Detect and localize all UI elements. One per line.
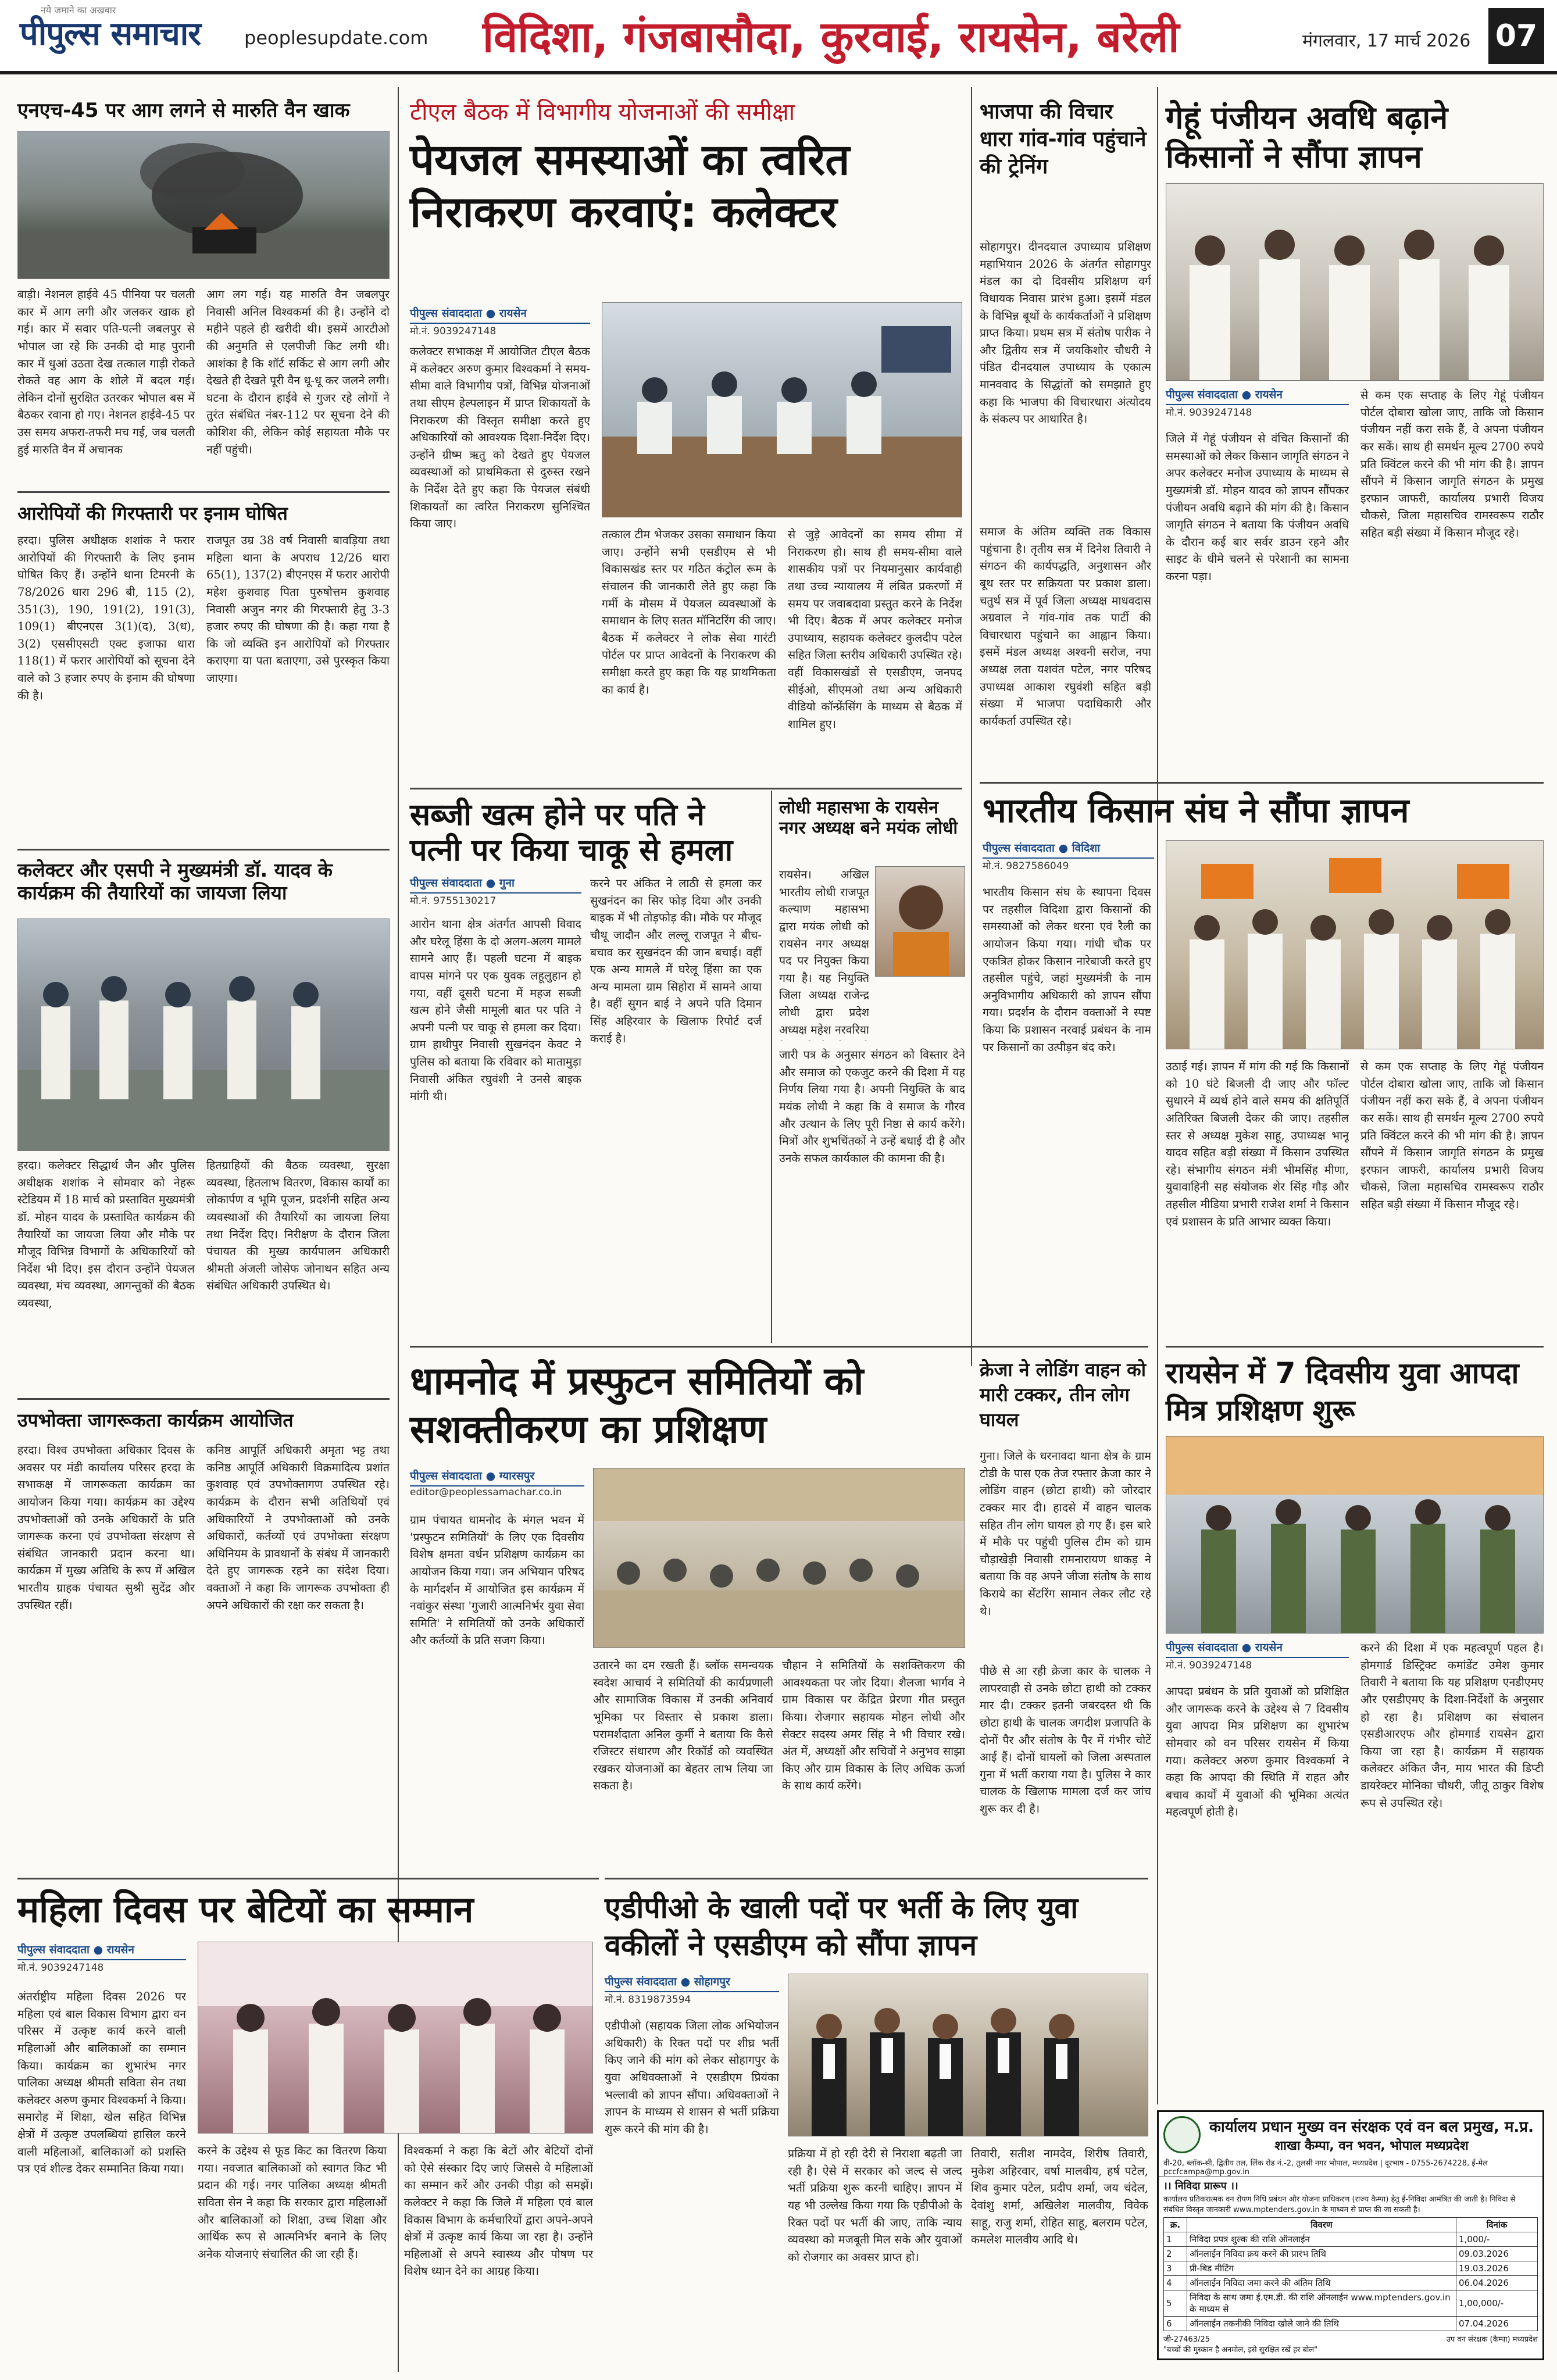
article-body: रायसेन। अखिल भारतीय लोधी राजपूत कल्याण महासभा द्वारा मयंक लोधी को रायसेन नगर अध्यक्ष पद पर नियुक्त किया गया है। यह नियुक्ति जिला अध्यक्ष राजेन्द्र लोधी द्वारा प्रदेश अध्यक्ष महेश नरवरिया <box>779 868 869 1037</box>
article-body: हरदा। पुलिस अधीक्षक शशांक ने फरार आरोपियों की गिरफ्तारी के लिए इनाम घोषित किए हैं। उन्होंने थाना टिमरनी के 78/2026 धारा 296 बी, 115 (2), 351(3), 190, 191(2), 191(3), 109(1) बीएनएस 3(1)(द), 3(ध), 3(2) एससीएसटी एक्ट इजाफा धारा 118(1) में फरार आरोपियों को सूचना देने वाले को 3 हजार रुपए के इनाम की घोषणा की है। <box>17 534 195 702</box>
tender-footer-left-block <box>1163 2333 1338 2354</box>
headline-kisan-sangh[interactable]: भारतीय किसान संघ ने सौंपा ज्ञापन <box>983 791 1409 830</box>
table-header-detail: विवरण <box>1187 2218 1456 2232</box>
byline-block <box>1166 387 1349 419</box>
byline-place: रायसेन <box>499 307 527 320</box>
article-body: कलेक्टर सभाकक्ष में आयोजित टीएल बैठक में कलेक्टर अरुण कुमार विश्वकर्मा ने समय-सीमा वाले विभागीय पत्रों, विभिन्न योजनाओं तथा सीएम हेल्पलाइन में प्राप्त शिकायतों के निराकरण की विस्तृत समीक्षा करते हुए अधिकारियों को आवश्यक दिशा-निर्देश दिए। उन्होंने ग्रीष्म ऋतु को देखते हुए पेयजल व्यवस्थाओं को प्राथमिकता से दुरुस्त रखने के निर्देश देते हुए कहा कि पेयजल संबंधी शिकायतों का त्वरित निराकरण सुनिश्चित किया जाए। <box>410 345 590 531</box>
section-divider <box>17 1398 390 1400</box>
article-body: एडीपीओ (सहायक जिला लोक अभियोजन अधिकारी) के रिक्त पदों पर शीघ्र भर्ती किए जाने की मांग को लेकर सोहागपुर के युवा अधिवक्ताओं ने एसडीएम प्रियंका भल्लावी को ज्ञापन सौंपा। अधिवक्ताओं ने ज्ञापन के माध्यम से शासन से भर्ती प्रक्रिया शुरू करने की मांग की है। <box>605 2019 779 2136</box>
article-body: करने के उद्देश्य से फूड किट का वितरण किया गया। नवजात बालिकाओं को स्वागत किट भी प्रदान की गई। नगर पालिका अध्यक्ष श्रीमती सविता सेन ने कहा कि सरकार द्वारा महिलाओं और बालिकाओं को शिक्षा, उच्च शिक्षा और आर्थिक रूप से आत्मनिर्भर बनाने के लिए अनेक योजनाएं संचालित की जा रही हैं। <box>198 2144 387 2261</box>
photo-training-session <box>593 1468 965 1648</box>
section-divider <box>410 788 962 789</box>
table-cell-detail: ऑनलाईन तकनीकी निविदा खोले जाने की तिथि <box>1187 2317 1456 2331</box>
table-cell-no: 6 <box>1164 2317 1187 2331</box>
photo-mayank-lodhi <box>875 866 965 977</box>
website-link[interactable]: peoplesupdate.com <box>244 27 428 49</box>
kicker-tl-meeting: टीएल बैठक में विभागीय योजनाओं की समीक्षा <box>410 99 795 126</box>
article-body: से कम एक सप्ताह के लिए गेहूं पंजीयन पोर्टल दोबारा खोला जाए, ताकि जो किसान पंजीयन नहीं करा सके हैं, वे अपना पंजीयन कर सकें। साथ ही समर्थन मूल्य 2700 रुपये प्रति क्विंटल करने की भी मांग की है। ज्ञापन सौंपने में किसान जागृति संगठन के प्रमुख इरफान जाफरी, कार्यालय प्रभारी विजय चौकसे, जिला महासचिव रामस्वरूप राठौर सहित बड़ी संख्या में किसान मौजूद रहे। <box>1360 388 1544 539</box>
headline-cm-event-prep[interactable]: कलेक्टर और एसपी ने मुख्यमंत्री डॉ. यादव के कार्यक्रम की तैयारियों का जायजा लिया <box>17 859 333 904</box>
byline: पीपुल्स संवाददाता ● गुना <box>410 875 581 894</box>
byline-name: पीपुल्स संवाददाता <box>605 1975 677 1988</box>
headline-knife-attack[interactable]: सब्जी खत्म होने पर पति ने पत्नी पर किया चाकू से हमला <box>410 798 733 869</box>
section-divider <box>1166 1346 1544 1348</box>
reporter-mobile: मो.नं. 9039247148 <box>1166 1660 1252 1671</box>
article-body: आग लग गई। यह मारुति वैन जबलपुर निवासी अनिल विश्वकर्मा की है। उन्होंने दो महीने पहले ही खरीदी थी। इसमें आरटीओ की अनुमति से एलपीजी किट लगी थी। आशंका है कि शॉर्ट सर्किट से आग लगी और देखते ही देखते पूरी वैन धू-धू कर जलने लगी। घटना के दौरान हाईवे से गुजर रहे लोगों ने तुरंत संबंधित नंबर-112 पर सूचना देने की कोशिश की, लेकिन कोई सहायता मौके पर नहीं पहुंची। <box>206 288 390 456</box>
article-body: उतारने का दम रखती हैं। ब्लॉक समन्वयक स्वदेश आचार्य ने समितियों की कार्यप्रणाली और सामाजिक विकास में उनकी अनिवार्य भूमिका पर विस्तार से प्रकाश डाला। परामर्शदाता अनिल कुर्मी ने बताया कि कैसे रजिस्टर संधारण और रिकॉर्ड को व्यवस्थित रखकर योजनाओं का बेहतर लाभ लिया जा सकता है। <box>593 1659 773 1793</box>
byline-name: पीपुल्स संवाददाता <box>1166 1641 1238 1654</box>
section-divider <box>980 782 1544 784</box>
photo-collector-inspection <box>17 919 390 1151</box>
article-body: विश्वकर्मा ने कहा कि बेटों और बेटियों दोनों को ऐसे संस्कार दिए जाएं जिससे वे महिलाओं का सम्मान करें और उनकी पीड़ा को समझें। कलेक्टर ने कहा कि जिले में महिला एवं बाल विकास विभाग के कर्मचारियों द्वारा अपने-अपने क्षेत्रों में उत्कृष्ट कार्य किया जा रहा है। उन्होंने महिलाओं से अपने स्वास्थ्य और पोषण पर विशेष ध्यान देने का आग्रह किया। <box>404 2144 593 2278</box>
table-cell-date: 1,00,000/- <box>1456 2290 1538 2317</box>
byline: पीपुल्स संवाददाता ● रायसेन <box>410 305 590 324</box>
meeting-room-illustration <box>602 303 962 517</box>
tender-intro: कार्यालय प्रतिकरात्मक वन रोपण निधि प्रबंधन और योजना प्राधिकरण (राज्य कैम्पा) हेतु ई-निविदा आमंत्रित की जाती है। निविदा से संबंधित विस्तृत जानकारी www.mptenders.gov.in के माध्यम से प्राप्त की जा सकती है। <box>1163 2195 1516 2214</box>
stage-illustration <box>198 1942 593 2134</box>
section-divider <box>605 1878 1148 1879</box>
reporter-mobile: मो.नं. 9755130217 <box>410 895 497 907</box>
table-cell-date: 07.04.2026 <box>1456 2317 1538 2331</box>
article-body: करने पर अंकित ने लाठी से हमला कर सुखनंदन का सिर फोड़ दिया और उनकी बाइक में भी तोड़फोड़ की। मौके पर मौजूद चौथू जादौन और लल्लू राजपूत ने बीच-बचाव कर सुखनंदन की जान बचाई। वहीं एक अन्य मामले में घरेलू हिंसा का एक अन्य मामला ग्राम सिहोरा में सामने आया है। वहीं सुगन बाई ने अपने पति दिमान सिंह अहिरवार के खिलाफ रिपोर्ट दर्ज कराई है। <box>590 877 762 1045</box>
byline-name: पीपुल्स संवाददाता <box>1166 388 1238 401</box>
byline-place: गुना <box>499 877 515 889</box>
audience-illustration <box>594 1468 965 1648</box>
table-cell-date: 06.04.2026 <box>1456 2276 1538 2290</box>
tender-subtitle: शाखा कैम्पा, वन भवन, भोपाल मध्यप्रदेश <box>1274 2139 1469 2153</box>
table-cell-detail: ऑनलाईन निविदा जमा करने की अंतिम तिथि <box>1187 2276 1456 2290</box>
headline-nh45-fire[interactable]: एनएच-45 पर आग लगने से मारुति वैन खाक <box>17 99 350 122</box>
table-row <box>1164 2247 1538 2261</box>
article-body: सोहागपुर। दीनदयाल उपाध्याय प्रशिक्षण महाभियान 2026 के अंतर्गत सोहागपुर मंडल का दो दिवसीय प्रशिक्षण वर्ग विधायक निवास प्रारंभ हुआ। इसमें मंडल के विभिन्न बूथों के कार्यकर्ताओं ने प्रशिक्षण प्राप्त किया। प्रथम सत्र में संतोष पारीक ने और द्वितीय सत्र में जयकिशोर चौधरी ने पंडित दीनदयाल उपाध्याय के एकात्म मानववाद के सिद्धांतों को समझाते हुए कहा कि भाजपा की विचारधारा अंत्योदय के संकल्प पर आधारित है। <box>980 240 1151 426</box>
article-body: भारतीय किसान संघ के स्थापना दिवस पर तहसील विदिशा द्वारा किसानों की समस्याओं को लेकर धरना एवं रैली का आयोजन किया गया। गांधी चौक पर एकत्रित होकर किसान नारेबाजी करते हुए तहसील पहुंचे, जहां मुख्यमंत्री के नाम अनुविभागीय अधिकारी को ज्ञापन सौंपा गया। प्रदर्शन के दौरान वक्ताओं ने स्पष्ट किया कि प्रशासन नरवाई प्रबंधन के नाम पर किसानों का उत्पीड़न बंद करे। <box>983 885 1151 1054</box>
article-body: से कम एक सप्ताह के लिए गेहूं पंजीयन पोर्टल दोबारा खोला जाए, ताकि जो किसान पंजीयन नहीं करा सके हैं, वे अपना पंजीयन कर सकें। साथ ही समर्थन मूल्य 2700 रुपये प्रति क्विंटल करने की भी मांग की है। ज्ञापन सौंपने में किसान जागृति संगठन के प्रमुख इरफान जाफरी, कार्यालय प्रभारी विजय चौकसे, जिला महासचिव रामस्वरूप राठौर सहित बड़ी संख्या में किसान मौजूद रहे। <box>1360 1060 1544 1211</box>
article-body: राजपूत उम्र 38 वर्ष निवासी बावड़िया तथा महिला थाना के अपराध 12/26 धारा 65(1), 137(2) बीएनएस में फरार आरोपी महेश कुशवाह पिता पुरुषोत्तम कुशवाह निवासी अजुन नगर की गिरफ्तारी हेतु 3-3 हजार रुपए की घोषणा की है। कहा गया है कि जो व्यक्ति इन आरोपियों को गिरफ्तार कराएगा या पता बताएगा, उसे पुरस्कृत किया जाएगा। <box>206 534 390 685</box>
article-body: आरोन थाना क्षेत्र अंतर्गत आपसी विवाद और घरेलू हिंसा के दो अलग-अलग मामले सामने आए हैं। पहली घटना में बाइक वापस मांगने पर एक युवक लहूलुहान हो गया, वहीं दूसरी घटना में महज सब्जी खत्म होने जैसी मामूली बात पर पति ने अपनी पत्नी पर चाकू से हमला कर दिया। ग्राम हाथीपुर निवासी सुखनंदन केवट ने पुलिस को बताया कि रविवार को मातामुड़ा निवासी अंकित रघुवंशी ने उनसे बाइक मांगी थी। <box>410 917 581 1103</box>
byline-name: पीपुल्स संवाददाता <box>410 877 482 889</box>
article-body: हरदा। विश्व उपभोक्ता अधिकार दिवस के अवसर पर मंडी कार्यालय परिसर हरदा के सभाकक्ष में जागरूकता कार्यक्रम का आयोजन किया गया। कार्यक्रम का उद्देश्य उपभोक्ताओं को उनके अधिकारों के प्रति जागरूक करना एवं उपभोक्ता संरक्षण से संबंधित जानकारी प्रदान करना था। कार्यक्रम में मुख्य अतिथि के रूप में अखिल भारतीय ग्राहक पंचायत सुश्री सुदेंद्र और उपस्थित रहीं। <box>17 1443 195 1612</box>
section-divider <box>17 849 390 850</box>
byline-block <box>1166 1639 1349 1671</box>
article-body: जिले में गेहूं पंजीयन से वंचित किसानों की समस्याओं को लेकर किसान जागृति संगठन ने अपर कलेक्टर मनोज उपाध्याय के माध्यम से मुख्यमंत्री डॉ. मोहन यादव को ज्ञापन सौंपकर पंजीयन अवधि बढ़ाने की मांग की है। किसान जागृति संगठन ने बताया कि पंजीयन अवधि के दौरान कई बार सर्वर डाउन रहने और साइट के धीमे चलने से परेशानी का सामना करना पड़ा। <box>1166 432 1349 583</box>
headline-reward-announced[interactable]: आरोपियों की गिरफ्तारी पर इनाम घोषित <box>17 502 288 524</box>
byline: पीपुल्स संवाददाता ● रायसेन <box>17 1942 186 1960</box>
article-body: जारी पत्र के अनुसार संगठन को विस्तार देने और समाज को एकजुट करने की दिशा में यह निर्णय लिया गया है। अपनी नियुक्ति के बाद मयंक लोधी ने कहा कि वे समाज के गौरव और उत्थान के लिए पूरी निष्ठा से कार्य करेंगे। मित्रों और शुभचिंतकों ने उन्हें बधाई दी है और उनके सफल कार्यकाल की कामना की है। <box>779 1048 965 1165</box>
table-cell-no: 4 <box>1164 2276 1187 2290</box>
section-divider <box>17 491 390 493</box>
article-body: हरदा। कलेक्टर सिद्धार्थ जैन और पुलिस अधीक्षक शशांक ने सोमवार को नेहरू स्टेडियम में 18 मार्च को प्रस्तावित मुख्यमंत्री डॉ. मोहन यादव के प्रस्तावित कार्यक्रम की तैयारियों का जायजा लिया और मौके पर मौजूद विभिन्न विभागों के अधिकारियों को निर्देश भी दिए। इस दौरान उन्होंने पेयजल व्यवस्था, मंच व्यवस्था, आगन्तुकों की बैठक व्यवस्था, <box>17 1159 195 1310</box>
table-cell-date: 1,000/- <box>1456 2232 1538 2247</box>
table-cell-no: 3 <box>1164 2261 1187 2276</box>
article-body: चौहान ने समितियों के सशक्तिकरण की आवश्यकता पर जोर दिया। शैलजा भार्गव ने ग्राम विकास पर केंद्रित प्रेरणा गीत प्रस्तुत किया। रोजगार सहायक मोहन लोधी और सेक्टर सदस्य अमर सिंह ने भी विचार रखे। अंत में, अध्यक्षों और सचिवों ने अनुभव साझा किए और ग्राम विकास के लिए अधिक ऊर्जा के साथ कार्य करेंगे। <box>782 1659 965 1793</box>
issue-date: मंगलवार, 17 मार्च 2026 <box>1302 31 1471 51</box>
table-cell-date: 09.03.2026 <box>1456 2247 1538 2261</box>
headline-wheat-registration[interactable]: गेहूं पंजीयन अवधि बढ़ाने किसानों ने सौंपा ज्ञापन <box>1166 99 1448 175</box>
byline: पीपुल्स संवाददाता ● सोहागपुर <box>605 1974 779 1992</box>
byline-place: विदिशा <box>1072 842 1101 855</box>
masthead-tagline: नये जमाने का अखबार <box>41 5 116 16</box>
headline-womens-day[interactable]: महिला दिवस पर बेटियों का सम्मान <box>17 1888 474 1931</box>
photo-womens-day-felicitation <box>198 1942 593 2134</box>
byline-block <box>605 1974 779 2006</box>
headline-water-problems[interactable]: पेयजल समस्याओं का त्वरित निराकरण करवाएं: कलेक्टर <box>410 135 850 238</box>
table-cell-no: 1 <box>1164 2232 1187 2247</box>
photo-tl-meeting <box>602 302 962 517</box>
table-cell-detail[interactable]: निविदा के साथ जमा ई.एम.डी. की राशि ऑनलाईन www.mptenders.gov.in के माध्यम से <box>1187 2290 1456 2317</box>
table-cell-detail: ऑनलाईन निविदा क्रय करने की प्रारंभ तिथि <box>1187 2247 1456 2261</box>
tender-header <box>1159 2112 1542 2157</box>
page-number: 07 <box>1488 8 1544 64</box>
tender-reference: जी-27463/25 <box>1163 2335 1210 2345</box>
table-row <box>1164 2232 1538 2247</box>
photo-kisan-rally <box>1166 840 1544 1049</box>
reporter-mobile: मो.नं. 9039247148 <box>17 1962 104 1974</box>
headline-crash-three-injured[interactable]: क्रेजा ने लोडिंग वाहन को मारी टक्कर, तीन लोग घायल <box>980 1359 1147 1431</box>
byline-block <box>983 840 1154 872</box>
tender-signatory: उप वन संरक्षक (कैम्पा) मध्यप्रदेश <box>1446 2335 1538 2345</box>
article-body: पीछे से आ रही क्रेजा कार के चालक ने लापरवाही से उनके छोटा हाथी को टक्कर मार दी। टक्कर इतनी जबरदस्त थी कि छोटा हाथी के चालक जगदीश प्रजापति के दोनों पैर और संतोष के पैर में गंभीर चोटें आई हैं। दोनों घायलों को जिला अस्पताल गुना में भर्ती कराया गया है। पुलिस ने कार चालक के खिलाफ मामला दर्ज कर जांच शुरू कर दी है। <box>980 1664 1151 1816</box>
table-header-no: क्र. <box>1164 2218 1187 2232</box>
table-row <box>1164 2317 1538 2331</box>
tender-rows <box>1164 2232 1538 2331</box>
tender-notice-label: ।। निविदा प्रारूप ।। <box>1163 2180 1238 2192</box>
lawyers-illustration <box>788 1974 1148 2136</box>
table-cell-date: 19.03.2026 <box>1456 2261 1538 2276</box>
table-row <box>1164 2261 1538 2276</box>
table-cell-no: 2 <box>1164 2247 1187 2261</box>
training-illustration <box>1166 1436 1544 1634</box>
group-photo-illustration <box>18 919 390 1151</box>
section-divider <box>17 1878 599 1879</box>
byline-block <box>17 1942 186 1974</box>
article-body: प्रक्रिया में हो रही देरी से निराशा बढ़ती जा रही है। ऐसे में सरकार को जल्द से जल्द भर्ती प्रक्रिया शुरू करनी चाहिए। ज्ञापन में यह भी उल्लेख किया गया कि एडीपीओ के रिक्त पदों पर भर्ती की जाए, ताकि न्याय व्यवस्था को मजबूती मिल सके और युवाओं को रोजगार का अवसर प्राप्त हो। <box>788 2147 962 2264</box>
forest-dept-emblem-icon <box>1163 2116 1201 2153</box>
byline: पीपुल्स संवाददाता ● विदिशा <box>983 840 1154 859</box>
photo-farmers-memorandum <box>1166 183 1544 381</box>
article-body: करने की दिशा में एक महत्वपूर्ण पहल है। होमगार्ड डिस्ट्रिक्ट कमांडेंट उमेश कुमार तिवारी ने बताया कि यह प्रशिक्षण एनडीएमए और एसडीएमए के दिशा-निर्देशों के अनुसार हो रहा है। प्रशिक्षण का संचालन एसडीआरएफ और होमगार्ड रायसेन द्वारा किया जा रहा है। कार्यक्रम में सहायक कलेक्टर अंकित जैन, माय भारत की डिप्टी डायरेक्टर मोनिका चौधरी, जीतू ठाकुर विशेष रूप से उपस्थित रहे। <box>1360 1641 1544 1810</box>
byline-place: रायसेन <box>106 1943 134 1956</box>
reporter-mobile: मो.नं. 9039247148 <box>410 326 497 337</box>
article-body: तिवारी, सतीश नामदेव, शिरीष तिवारी, मुकेश अहिरवार, वर्षा मालवीय, हर्ष पटेल, शिव कुमार पटेल, प्रदीप शर्मा, जय चंदेल, देवांशु शर्मा, अखिलेश मालवीय, विवेक साहू, राजु शर्मा, रोहित साहू, बलराम पटेल, कमलेश मालवीय आदि थे। <box>971 2147 1148 2247</box>
article-body: हितग्राहियों की बैठक व्यवस्था, सुरक्षा व्यवस्था, हितलाभ वितरण, विकास कार्यों का लोकार्पण व भूमि पूजन, प्रदर्शनी सहित अन्य व्यवस्थाओं की तैयारियों का जायजा लिया तथा निर्देश दिए। निरीक्षण के दौरान जिला पंचायत की मुख्य कार्यपालन अधिकारी श्रीमती अंजली जोसेफ जोनाथन सहित अन्य संबंधित अधिकारी उपस्थित थे। <box>206 1159 390 1293</box>
photo-burning-van <box>17 131 390 279</box>
tender-notice <box>1157 2110 1544 2360</box>
table-row <box>1164 2290 1538 2317</box>
newspaper-logo[interactable]: पीपुल्स समाचार <box>20 15 201 53</box>
tender-heading <box>1205 2115 1538 2154</box>
article-body: से जुड़े आवेदनों का समय सीमा में निराकरण हो। साथ ही समय-सीमा वाले शासकीय पत्रों पर नियमानुसार कार्यवाही तथा उच्च न्यायालय में लंबित प्रकरणों में समय पर जवाबदावा प्रस्तुत करने के निर्देश भी दिए। बैठक में अपर कलेक्टर मनोज उपाध्याय, सहायक कलेक्टर कुलदीप पटेल सहित जिला स्तरीय अधिकारी उपस्थित रहे। वहीं विकासखंडों से एसडीएम, जनपद सीईओ, सीएमओ तथा अन्य अधिकारी वीडियो कॉन्फ्रेंसिंग के माध्यम से बैठक में शामिल हुए। <box>788 528 962 731</box>
headline-lodhi-president[interactable]: लोधी महासभा के रायसेन नगर अध्यक्ष बने मयंक लोधी <box>779 798 958 839</box>
article-body: समाज के अंतिम व्यक्ति तक विकास पहुंचाना है। तृतीय सत्र में दिनेश तिवारी ने संगठन की कार्यपद्धति, अनुशासन और बूथ स्तर पर सक्रियता पर प्रकाश डाला। चतुर्थ सत्र में पूर्व जिला अध्यक्ष माधवदास अग्रवाल ने गांव-गांव तक पार्टी की विचारधारा पहुंचाने का आह्वान किया। इसमें मंडल अध्यक्ष अश्वनी सरोज, नपा अध्यक्ष लता यशवंत पटेल, नगर परिषद उपाध्यक्ष आकाश रघुवंशी सहित बड़ी संख्या में भाजपा पदाधिकारी और कार्यकर्ता उपस्थित रहे। <box>980 525 1151 728</box>
section-divider <box>410 1346 1148 1348</box>
farmers-illustration <box>1166 184 1544 381</box>
byline-place: रायसेन <box>1255 388 1283 401</box>
tender-schedule-table <box>1163 2217 1538 2331</box>
headline-adpo-vacancies[interactable]: एडीपीओ के खाली पदों पर भर्ती के लिए युवा वकीलों ने एसडीएम को सौंपा ज्ञापन <box>605 1891 1079 1962</box>
tender-address: वी-20, ब्लॉक-सी, द्वितीय तल, लिंक रोड नं.-2, तुलसी नगर भोपाल, मध्यप्रदेश | दूरभाष - 0755-2674228, ई-मेल pccfcampa@mp.gov.in <box>1159 2157 1542 2177</box>
byline-place: ग्यारसपुर <box>499 1470 535 1482</box>
article-body: तत्काल टीम भेजकर उसका समाधान किया जाए। उन्होंने सभी एसडीएम से भी विकासखंड स्तर पर गठित कंट्रोल रूम के संचालन की जानकारी लेते हुए कहा कि गर्मी के मौसम में पेयजल व्यवस्थाओं के समाधान के लिए सतत मॉनिटरिंग की जाए। बैठक में कलेक्टर ने लोक सेवा गारंटी पोर्टल पर प्राप्त आवेदनों के निराकरण की समीक्षा करते हुए कहा कि यह प्राथमिकता का कार्य है। <box>602 528 776 696</box>
rally-illustration <box>1166 841 1544 1049</box>
byline-name: पीपुल्स संवाददाता <box>983 842 1055 855</box>
edition-title: विदिशा, गंजबासौदा, कुरवाई, रायसेन, बरेली <box>483 12 1180 62</box>
byline-name: पीपुल्स संवाददाता <box>410 307 482 320</box>
table-cell-detail: प्री-बिड मीटिंग <box>1187 2261 1456 2276</box>
article-body: अंतर्राष्ट्रीय महिला दिवस 2026 पर महिला एवं बाल विकास विभाग द्वारा वन परिसर में उत्कृष्ट कार्य करने वाली महिलाओं और बालिकाओं का सम्मान किया। कार्यक्रम का शुभारंभ नगर पालिका अध्यक्ष श्रीमती सविता सेन तथा कलेक्टर अरुण कुमार विश्वकर्मा ने किया। समारोह में शिक्षा, खेल सहित विभिन्न क्षेत्रों में उत्कृष्ट उपलब्धियां हासिल करने वाली महिलाओं, बालिकाओं को प्रशस्ति पत्र एवं शील्ड देकर सम्मानित किया गया। <box>17 1990 186 2176</box>
reporter-mobile: मो.नं. 8319873594 <box>605 1994 691 2006</box>
article-body: बाड़ी। नेशनल हाईवे 45 पीनिया पर चलती कार में आग लगी और जलकर खाक हो गई। कार में सवार पति-पत्नी जबलपुर से भोपाल जा रहे कि उनकी दो माह पुरानी कार में धुआं उठता देख तत्काल गाड़ी रोकते रोकते वह आग के शोले में बदल गई। लेकिन दोनों सुरक्षित उतरकर भोपाल बस में बैठकर रवाना हो गए। नेशनल हाईवे-45 पर उस समय अफरा-तफरी मच गई, जब चलती हुई मारुति वैन में अचानक <box>17 288 195 456</box>
byline-place: रायसेन <box>1255 1641 1283 1654</box>
headline-bjp-training[interactable]: भाजपा की विचार धारा गांव-गांव पहुंचाने की ट्रेनिंग <box>980 100 1147 178</box>
photo-lawyers-memorandum <box>788 1974 1148 2136</box>
article-body: कनिष्ठ आपूर्ति अधिकारी अमृता भट्ट तथा कनिष्ठ आपूर्ति अधिकारी विक्रमादित्य प्रशांत कुशवाह एवं उपभोक्तागण उपस्थित रहे। कार्यक्रम के दौरान सभी अतिथियों एवं अधिकारियों ने उपभोक्ताओं को उनके अधिकारों, कर्तव्यों एवं उपभोक्ता संरक्षण अधिनियम के प्रावधानों के संबंध में जानकारी देते हुए जागरूक रहने का संदेश दिया। वक्ताओं ने कहा कि जागरूक उपभोक्ता ही अपने अधिकारों की रक्षा कर सकता है। <box>206 1443 390 1612</box>
table-row <box>1164 2276 1538 2290</box>
headline-consumer-awareness[interactable]: उपभोक्ता जागरूकता कार्यक्रम आयोजित <box>17 1409 294 1431</box>
byline-place: सोहागपुर <box>694 1975 730 1988</box>
byline-name: पीपुल्स संवाददाता <box>17 1943 90 1956</box>
article-body: गुना। जिले के धरनावदा थाना क्षेत्र के ग्राम टोडी के पास एक तेज रफ्तार क्रेजा कार ने लोडिंग वाहन (छोटा हाथी) को जोरदार टक्कर मार दी। हादसे में वाहन चालक सहित तीन लोग घायल हो गए हैं। इस बारे में मौके पर पहुंची पुलिस टीम को ग्राम चौड़ाखेड़ी निवासी रामनारायण धाकड़ ने बताया कि वह अपने जीजा संतोष के साथ किराये का सेंटरिंग सामान लेकर लौट रहे थे। <box>980 1449 1151 1618</box>
table-cell-detail: निविदा प्रपत्र शुल्क की राशि ऑनलाईन <box>1187 2232 1456 2247</box>
article-body: ग्राम पंचायत धामनोद के मंगल भवन में 'प्रस्फुटन समितियों' के लिए एक दिवसीय विशेष क्षमता वर्धन प्रशिक्षण कार्यक्रम का आयोजन किया गया। जन अभियान परिषद के मार्गदर्शन में आयोजित इस कार्यक्रम में नवांकुर संस्था 'गुजारी आत्मनिर्भर युवा सेवा समिति' ने समितियों को उनके अधिकारों और कर्तव्यों के प्रति सजग किया। <box>410 1513 584 1648</box>
byline: पीपुल्स संवाददाता ● ग्यारसपुर <box>410 1468 584 1486</box>
tender-title: कार्यालय प्रधान मुख्य वन संरक्षक एवं वन बल प्रमुख, म.प्र. <box>1209 2118 1534 2136</box>
byline: पीपुल्स संवाददाता ● रायसेन <box>1166 387 1349 405</box>
editor-email[interactable]: editor@peoplessamachar.co.in <box>410 1486 562 1498</box>
tender-slogan: "बच्चों की मुस्कान है अनमोल, इसे सुरक्षित रखें हर बोल" <box>1163 2346 1318 2355</box>
article-body: आपदा प्रबंधन के प्रति युवाओं को प्रशिक्षित और जागरूक करने के उद्देश्य से 7 दिवसीय युवा आपदा मित्र प्रशिक्षण का शुभारंभ सोमवार को वन परिसर रायसेन में किया गया। कलेक्टर अरुण कुमार विश्वकर्मा ने कहा कि आपदा की स्थिति में राहत और बचाव कार्यों में युवाओं की भूमिका अत्यंत महत्वपूर्ण होती है। <box>1166 1685 1349 1819</box>
article-body: उठाई गई। ज्ञापन में मांग की गई कि किसानों को 10 घंटे बिजली दी जाए और फॉल्ट सुधारने में व्यर्थ होने वाले समय की क्षतिपूर्ति अतिरिक्त बिजली देकर की जाए। तहसील स्तर से अध्यक्ष मुकेश साहू, उपाध्यक्ष भानू यादव सहित बड़ी संख्या में किसान उपस्थित रहे। संभागीय संगठन मंत्री भीमसिंह मीणा, युवावाहिनी सह संयोजक शेर सिंह गौड़ और तहसील मीडिया प्रभारी राजेश शर्मा ने किसान एवं प्रशासन के प्रति आभार व्यक्त किया। <box>1166 1060 1349 1228</box>
burning-van-illustration <box>18 131 390 279</box>
table-cell-no: 5 <box>1164 2290 1187 2317</box>
byline: पीपुल्स संवाददाता ● रायसेन <box>1166 1639 1349 1658</box>
table-header-row <box>1164 2218 1538 2232</box>
column-divider <box>1157 87 1158 2104</box>
byline-name: पीपुल्स संवाददाता <box>410 1470 482 1482</box>
photo-aapda-mitra-training <box>1166 1436 1544 1634</box>
table-header-date: दिनांक <box>1456 2218 1538 2232</box>
byline-block <box>410 1468 584 1498</box>
reporter-mobile: मो.नं. 9039247148 <box>1166 407 1252 419</box>
portrait-illustration <box>876 867 965 977</box>
headline-aapda-mitra[interactable]: रायसेन में 7 दिवसीय युवा आपदा मित्र प्रशिक्षण शुरू <box>1166 1356 1519 1427</box>
headline-prasphutan-training[interactable]: धामनोद में प्रस्फुटन समितियों को सशक्तीकरण का प्रशिक्षण <box>410 1359 864 1452</box>
reporter-mobile: मो.नं. 9827586049 <box>983 860 1069 872</box>
column-divider <box>971 87 972 1366</box>
column-divider <box>771 791 772 1343</box>
masthead <box>0 0 1557 74</box>
byline-block <box>410 875 581 907</box>
byline-block <box>410 305 590 337</box>
